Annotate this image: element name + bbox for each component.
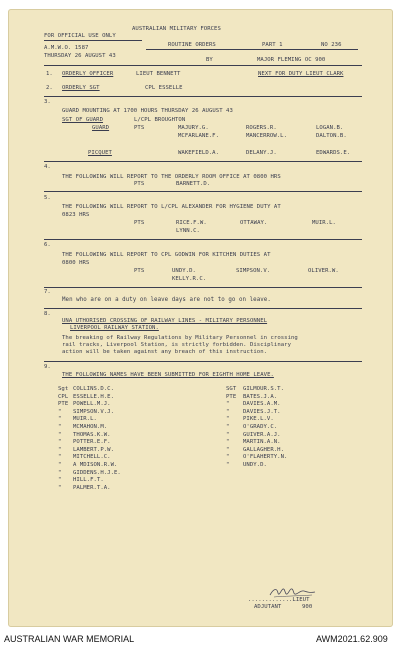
leave-rank: "	[58, 454, 62, 461]
sec4-number: 4.	[44, 164, 51, 170]
orderly-room-pts: PTS	[134, 181, 145, 187]
order-date: THURSDAY 26 AUGUST 43	[44, 53, 116, 59]
leave-rank: "	[58, 484, 62, 491]
leave-rank: "	[58, 446, 62, 453]
sgt-of-guard-label: SGT OF GUARD	[62, 117, 104, 123]
leave-name: O'FLAHERTY.N.	[243, 454, 288, 461]
hygiene-name: OTTAWAY.	[240, 220, 268, 226]
rule-2	[44, 96, 362, 97]
leave-name: POWELL.M.J.	[73, 401, 111, 408]
kitchen-name: SIMPSON.V.	[236, 268, 271, 274]
leave-rank: "	[226, 462, 230, 468]
issued-by: MAJOR FLEMING OC 900	[257, 57, 326, 63]
leave-rank: "	[226, 439, 230, 446]
railway-body-line: action will be taken against any breach of this instruction.	[62, 349, 268, 355]
orderly-sgt-label: ORDERLY SGT	[62, 85, 100, 91]
title-underline	[146, 49, 358, 50]
leave-name: A MDISON.R.W.	[73, 462, 118, 468]
leave-rank: "	[58, 424, 62, 430]
home-leave-title: THE FOLLOWING NAMES HAVE BEEN SUBMITTED FOR EIGHTH HOME LEAVE.	[62, 372, 274, 378]
hygiene-name: LYNN.C.	[176, 228, 200, 234]
adjutant-unit: 900	[302, 604, 313, 610]
kitchen-time: 0800 HRS	[62, 260, 90, 266]
leave-notice: Men who are on a duty on leave days are not to go on leave.	[62, 297, 271, 303]
orderly-room-line: THE FOLLOWING WILL REPORT TO THE ORDERLY ROOM OFFICE AT 0800 HRS	[62, 174, 281, 180]
leave-rank: SGT	[226, 386, 237, 392]
leave-name: HILL.F.T.	[73, 477, 104, 484]
railway-subtitle: LIVERPOOL RAILWAY STATION.	[70, 325, 159, 331]
orderly-sgt-name: CPL ESSELLE	[145, 85, 183, 91]
leave-name: GALLAGHER.H.	[243, 446, 285, 453]
leave-rank: "	[226, 424, 230, 430]
footer-accession: AWM2021.62.909	[316, 634, 388, 644]
leave-name: SIMPSON.V.J.	[73, 408, 115, 415]
sec6-number: 6.	[44, 242, 51, 248]
kitchen-name: KELLY.R.C.	[172, 276, 207, 282]
hygiene-name: RICE.F.W.	[176, 220, 207, 226]
leave-rank: CPL	[58, 393, 69, 400]
leave-name: COLLINS.D.C.	[73, 386, 115, 392]
rule-6	[44, 287, 362, 288]
leave-name: MUIR.L.	[73, 416, 97, 423]
adjutant-label: ADJUTANT	[254, 604, 282, 610]
leave-rank: "	[58, 469, 62, 476]
leave-name: PIKE.L.V.	[243, 416, 274, 423]
hygiene-line: THE FOLLOWING WILL REPORT TO L/CPL ALEXANDER FOR HYGIENE DUTY AT	[62, 204, 281, 210]
rule-8	[44, 361, 362, 362]
org-heading: AUSTRALIAN MILITARY FORCES	[132, 26, 221, 32]
amwo-ref: A.M.W.O. 1587	[44, 45, 89, 51]
leave-rank: "	[58, 431, 62, 438]
picquet-name: DELANY.J.	[246, 150, 277, 156]
leave-name: O'GRADY.C.	[243, 424, 278, 430]
leave-rank: PTE	[226, 393, 237, 400]
guard-mounting-line: GUARD MOUNTING AT 1700 HOURS THURSDAY 26 AUGUST 43	[62, 108, 233, 114]
leave-name: PALMER.T.A.	[73, 484, 111, 491]
sec8-number: 8.	[44, 311, 51, 317]
kitchen-line: THE FOLLOWING WILL REPORT TO CPL GODWIN FOR KITCHEN DUTIES AT	[62, 252, 271, 258]
leave-rank: "	[58, 477, 62, 484]
sec1-number: 1.	[46, 71, 53, 77]
leave-rank: "	[226, 454, 230, 461]
leave-rank: "	[226, 416, 230, 423]
leave-rank: "	[58, 408, 62, 415]
leave-name: BATES.J.A.	[243, 393, 278, 400]
part-label: PART 1	[262, 42, 283, 48]
orderly-officer-label: ORDERLY OFFICER	[62, 71, 114, 77]
guard-name: DALTON.B.	[316, 133, 347, 139]
official-use-label: FOR OFFICIAL USE ONLY	[44, 33, 116, 39]
leave-name: MARTIN.A.N.	[243, 439, 281, 446]
picquet-name: WAKEFIELD.A.	[178, 150, 220, 156]
hygiene-pts: PTS	[134, 220, 145, 226]
leave-name: DAVIES.J.T.	[243, 408, 281, 415]
leave-name: POTTER.E.F.	[73, 439, 111, 446]
rule-4	[44, 191, 362, 192]
railway-title: UNA UTHORISED CROSSING OF RAILWAY LINES - MILITARY PERSONNEL	[62, 318, 268, 324]
footer-source: AUSTRALIAN WAR MEMORIAL	[4, 634, 135, 644]
sec2-number: 2.	[46, 85, 53, 91]
railway-body-line: rail tracks, Liverpool Station, is strictly forbidden. Disciplinary	[62, 342, 291, 348]
rule-7	[44, 308, 362, 309]
next-for-duty: NEXT FOR DUTY LIEUT CLARK	[258, 71, 344, 77]
leave-name: UNDY.D.	[243, 462, 267, 468]
leave-name: GILMOUR.S.T.	[243, 386, 285, 392]
leave-rank: "	[226, 446, 230, 453]
guard-pts: PTS	[134, 125, 145, 131]
railway-body-line: The breaking of Railway Regulations by Military Personnel in crossing	[62, 335, 298, 341]
guard-name: LOGAN.B.	[316, 125, 344, 131]
sec5-number: 5.	[44, 195, 51, 201]
guard-name: MCFARLANE.F.	[178, 133, 220, 139]
guard-name: ROGERS.R.	[246, 125, 277, 131]
signature-line: .............LIEUT	[248, 597, 310, 603]
hygiene-time: 0823 HRS	[62, 212, 90, 218]
orders-title: ROUTINE ORDERS	[168, 42, 216, 48]
hygiene-name: MUIR.L.	[312, 220, 336, 226]
leave-rank: "	[58, 416, 62, 423]
rule-3	[44, 161, 362, 162]
sec9-number: 9.	[44, 364, 51, 370]
sec7-number: 7.	[44, 289, 51, 295]
leave-name: ESSELLE.H.E.	[73, 393, 115, 400]
kitchen-name: UNDY.D.	[172, 268, 196, 274]
by-label: BY	[206, 57, 213, 63]
leave-rank: "	[58, 462, 62, 468]
kitchen-pts: PTS	[134, 268, 145, 274]
kitchen-name: OLIVER.W.	[308, 268, 339, 274]
order-number: NO 236	[321, 42, 342, 48]
leave-rank: "	[226, 431, 230, 438]
leave-name: LAMBERT.P.W.	[73, 446, 115, 453]
orderly-room-name: BARNETT.D.	[176, 181, 211, 187]
picquet-name: EDWARDS.E.	[316, 150, 351, 156]
leave-name: DAVIES.A.M.	[243, 401, 281, 408]
sgt-of-guard-name: L/CPL BROUGHTON	[134, 117, 186, 123]
official-underline	[44, 40, 142, 41]
sec3-number: 3.	[44, 99, 51, 105]
header-rule	[44, 65, 362, 66]
guard-name: MANCERROW.L.	[246, 133, 288, 139]
leave-name: GUIVER.A.J.	[243, 431, 281, 438]
guard-name: MAJURY.G.	[178, 125, 209, 131]
leave-rank: "	[226, 401, 230, 408]
leave-name: MITCHELL.C.	[73, 454, 111, 461]
picquet-label: PICQUET	[88, 150, 112, 156]
leave-rank: Sgt	[58, 386, 69, 392]
leave-name: MCMAHON.M.	[73, 424, 108, 430]
leave-rank: PTE	[58, 401, 69, 408]
rule-5	[44, 239, 362, 240]
leave-name: THOMAS.K.W.	[73, 431, 111, 438]
orderly-officer-name: LIEUT BENNETT	[136, 71, 181, 77]
guard-label: GUARD	[92, 125, 110, 131]
leave-rank: "	[226, 408, 230, 415]
leave-name: GIDDENS.H.J.E.	[73, 469, 121, 476]
leave-rank: "	[58, 439, 62, 446]
